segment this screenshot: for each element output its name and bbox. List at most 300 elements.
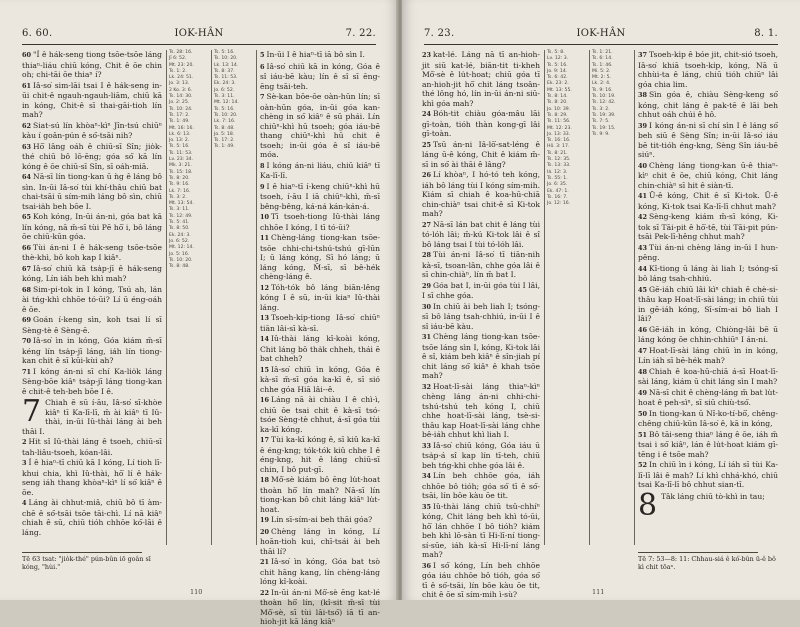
cross-reference: Ts. 8: 50. bbox=[169, 226, 190, 232]
chapter-first-verse: Chiah ē sū í-āu, Iâ-so͘ sī-khòe kiâⁿ tī Ka-lī-lī, m̄ ài kiâⁿ tī Iû-thài, in-ūi Iû-thài láng ài beh thāi I. bbox=[22, 398, 162, 436]
cross-reference: Ts. 6: 14. bbox=[592, 56, 613, 62]
verse-text: Iâ-so͘ ìn in kóng, Góa kiám m̄-sī kéng lín tsa̍p-jī láng, iáh lín tiong-kan chit ê sī kūi-kùi ah? bbox=[22, 336, 162, 365]
cross-reference: Jo. 9: 14. bbox=[547, 68, 568, 74]
verse bbox=[638, 90, 778, 120]
header-chapter-verse-end: 7. 22. bbox=[345, 28, 376, 39]
verse-text: Nā-sī lán bat chit ê láng tùi tó-lóh lâi; m̄-kú Ki-tok lâi ê sî bô láng tsai I tùi tó-lóh lâi. bbox=[422, 219, 540, 249]
verse-number: 37 bbox=[638, 51, 648, 59]
verse-text: Sèng-keng kiám m̄-sī kóng, Ki-tok sī Tāi-pit ê hō͘-tē, tùi Tāi-pit pún-tsāi Pek-lī-hêng chhut mah? bbox=[638, 212, 778, 241]
verse bbox=[260, 161, 380, 181]
verse-text: Gē-iáh in kóng, Chiòng-lâi bē ū láng kóng ōe chhin-chhiūⁿ I án-ni. bbox=[638, 324, 778, 344]
verse-text: In-ūi I ê hiaⁿ-tī iā bô sìn I. bbox=[266, 50, 365, 59]
header-rule bbox=[22, 44, 376, 45]
verse-number: 64 bbox=[22, 173, 32, 181]
verse bbox=[638, 409, 778, 429]
cross-reference: Lv. 12: 3. bbox=[547, 56, 569, 62]
verse-number: 14 bbox=[260, 335, 270, 343]
cross-reference: Ts. 15: 18. bbox=[169, 169, 193, 175]
cross-reference: Iá. 12: 3. bbox=[547, 169, 568, 175]
verse bbox=[260, 515, 380, 526]
verse-text: I só͘ kóng, Lín beh chhōe góa iáu chhōe bô tióh, góa só͘ tī ê só͘-tsāi, lín bōe kàu ōe tit, chit ê ōe sī sím-mih ì-sù? bbox=[422, 560, 540, 599]
verse-number: 62 bbox=[22, 121, 32, 130]
verse bbox=[260, 557, 380, 587]
verse-text: Hō͘ lâng oáh ê chiū-sī Sîn; jio̍k-thé chiū bô lō-ēng; góa só͘ kā lín kóng ê ōe chiū-sī Sîn, sī oáh-miā. bbox=[22, 141, 162, 171]
cross-reference: Ek. 24: 3. bbox=[214, 81, 236, 87]
verse-number: 22 bbox=[260, 588, 270, 597]
verse bbox=[422, 502, 540, 560]
verse-number: 23 bbox=[422, 51, 432, 59]
verse bbox=[638, 212, 778, 242]
cross-reference: Jo. 6: 52. bbox=[169, 238, 190, 244]
cross-reference: Ts. 19: 15. bbox=[592, 125, 616, 131]
cross-reference: Ts. 19: 39. bbox=[592, 112, 616, 118]
verse-number: 12 bbox=[260, 283, 270, 292]
verse-text: Iâ-so͘ chiū kóng, Góa iáu ū tsa̍p-á sî kap lín tī-teh, chiū beh tńg-khì chhe góa lâi ê. bbox=[422, 440, 540, 470]
verse-number: 51 bbox=[638, 430, 648, 439]
text-column-2 bbox=[260, 50, 380, 626]
verse-number: 8 bbox=[260, 161, 265, 170]
verse-number: 61 bbox=[22, 81, 32, 90]
running-head bbox=[424, 28, 778, 44]
verse-number: 47 bbox=[638, 346, 648, 355]
verse-number: 29 bbox=[422, 281, 432, 290]
verse-text: Láng ài chhut-miâ, chiū bô tī àm-chē ê só͘-tsāi tsōe tāi-chì. Lí nā kiâⁿ chiah ê sū, chiū tióh chhōe kó͘-lāi ê láng. bbox=[22, 498, 162, 537]
verse-text: Í ê hiaⁿ-tī chiū kā I kóng, Lí tioh lī-khui chia, khì Iû-thài, hō͘ lí ê hák-seng iáh thang khòaⁿ-kìⁿ lí só͘ kiâⁿ ê ōe. bbox=[22, 458, 162, 497]
cross-reference: Mi. 5: 2. bbox=[592, 68, 611, 74]
verse-number: 9 bbox=[260, 182, 265, 191]
verse-text: Sè-kan bōe-ōe oàn-hūn lín; sī oàn-hūn góa, in-ūi góa kan-chèng in só͘ kiâⁿ ê sū phái. Lín chiūⁿ-khì hū tsoeh; góa iáu-bē thang chiūⁿ-khì hū chit ê tsoeh; in-ūi góa ê sî iáu-bē móa. bbox=[260, 92, 380, 159]
verse-text: In tiong-kan ū Nî-ko-tí-bō͘, chêng-chêng chiū-kūn Iâ-so͘ ê, kā in kóng, bbox=[638, 408, 778, 428]
cross-reference: Lk. 6: 13. bbox=[169, 131, 191, 137]
cross-reference: Ts. 13: 33. bbox=[547, 163, 571, 169]
cross-reference: Jo. 3: 13. bbox=[169, 81, 190, 87]
verse-text: "Í ê hák-seng tiong tsōe-tsōe láng thiaⁿ-liáu chiū kóng, Chit ê ōe chin oh; chi-tāi ōe thiaⁿ í? bbox=[22, 50, 162, 79]
cross-reference: Jo. 13: 2. bbox=[169, 138, 190, 144]
verse bbox=[22, 81, 162, 120]
verse bbox=[422, 441, 540, 471]
cross-reference: Ts. 10: 20. bbox=[214, 112, 238, 118]
column-divider bbox=[211, 50, 212, 545]
verse bbox=[422, 281, 540, 301]
cross-reference: Ts. 11: 53. bbox=[169, 150, 193, 156]
verse bbox=[260, 92, 380, 160]
cross-reference: Ts. 17: 2. bbox=[169, 112, 190, 118]
cross-reference-column bbox=[592, 50, 632, 545]
verse-text: Lín sī-sím-ai beh thāi góa? bbox=[271, 515, 373, 524]
header-chapter-verse-start: 7. 23. bbox=[424, 28, 455, 39]
cross-reference: Ts. 1: 46. bbox=[592, 62, 613, 68]
verse-number: 49 bbox=[638, 388, 648, 397]
verse-text: Gē-iáh chiū lâi kìⁿ chiah ê chè-si-thâu kap Hoat-lī-sài láng; in chiū tùi in gē-iáh kóng, Sī-sím-ai bô liah I lâi? bbox=[638, 284, 778, 323]
verse-number: 46 bbox=[638, 325, 648, 334]
cross-reference: Ts. 12: 35. bbox=[547, 157, 571, 163]
verse-text: Hoat-lī-sài láng thiaⁿ-kìⁿ chèng láng án-ni chhi-chi-tshú-tshú teh kóng I, chiū chhe hoat-lī-sài láng, tsè-si-thâu kap Hoat-lī-sài láng chhe bê-iáh chhut khì liah I. bbox=[422, 381, 540, 439]
verse-number: 2 bbox=[22, 438, 27, 446]
verse-text: Iâ-so͘ sim-lāi tsai I ê hák-seng in-ūi chit-ê ngauh-ngauh-liām, chiū kā in kóng, Chit-ê sī thai-gāi-tioh lín mah? bbox=[22, 80, 162, 119]
cross-reference: Ts. 8: 21. bbox=[547, 150, 568, 156]
verse-number: 50 bbox=[638, 409, 648, 418]
verse bbox=[260, 233, 380, 282]
cross-reference: Ts. 3: 2. bbox=[169, 194, 187, 200]
column-divider bbox=[166, 50, 167, 545]
verse bbox=[22, 142, 162, 172]
verse-number: 42 bbox=[638, 213, 648, 221]
header-rule bbox=[424, 44, 778, 45]
cross-reference: 2 Ko. 3: 6. bbox=[169, 87, 193, 93]
cross-reference: Mt. 16: 16. bbox=[169, 125, 194, 131]
verse bbox=[22, 121, 162, 141]
verse-number: 7 bbox=[260, 93, 265, 101]
cross-reference: Ts. 8: 20. bbox=[169, 175, 190, 181]
verse bbox=[638, 346, 778, 366]
verse-number: 21 bbox=[260, 558, 270, 566]
verse-text: Tùi án-ni chèng láng in-ūi I hun-pêng. bbox=[638, 242, 778, 262]
verse-text: Ū-ê kóng, Chit ê sī Ki-tok. Ū-ê kóng, Ki-tok tsai Ka-lī-lī chhut mah? bbox=[638, 191, 778, 211]
chapter-first-verse: Tâk láng chiū tò-khì in tau; bbox=[661, 491, 765, 501]
verse-number: 71 bbox=[22, 367, 32, 376]
verse-text: Sim-pi-tok in I kóng, Tsú ah, lán ài tńg-khì chhōe tó-ūi? Lí ū éng-oáh ê ōe. bbox=[22, 284, 162, 314]
cross-reference: Ts. 8: 29. bbox=[547, 112, 568, 118]
verse-number: 35 bbox=[422, 502, 432, 511]
verse bbox=[638, 191, 778, 211]
verse-number: 13 bbox=[260, 314, 270, 322]
right-page bbox=[402, 0, 800, 600]
text-column-2 bbox=[638, 50, 778, 545]
column-divider bbox=[256, 50, 257, 545]
verse-text: Sìn góa ê, chiàu Sèng-keng só͘ kóng, chit láng ê pak-tē ê lāi beh chhut oáh chúi ê hô. bbox=[638, 90, 778, 119]
cross-reference: Lk. 13: 14. bbox=[214, 62, 239, 68]
verse-text: Tsoeh-ki̍p ê bóe jit, chit-sió tsoeh, Iâ-so͘ khiā tsoeh-ki̍p, kóng, Nā ū chhùi-ta ê láng, chiū tióh chiūⁿ lâi góa chia lim. bbox=[638, 50, 779, 89]
verse-number: 19 bbox=[260, 516, 270, 524]
text-column-1 bbox=[422, 50, 540, 599]
cross-reference: Ts. 5: 16. bbox=[214, 106, 235, 112]
verse-text: Tùi ka-kī kóng ê, sī kiû ka-kī ê éng-kng; tók-tók kiû chhe I ê éng-kng, hit ê láng chiū-sī chin, I bô put-gī. bbox=[260, 435, 380, 474]
verse bbox=[422, 471, 540, 501]
verse-text: I kóng án-ni sī chí Ka-lio̍k láng Sèng-bōe kiâⁿ tsa̍p-jī láng tiong-kan ê chit-ê teh-beh bōe I ê. bbox=[22, 366, 162, 396]
verse-list bbox=[638, 50, 778, 490]
verse-text: Tùi án-ni Iâ-so͘ tī tiān-nih kà-sī, tsoan-lân, chhe góa lâi ê sī chin-chiàⁿ, lín m̄ bat I. bbox=[422, 250, 540, 279]
cross-reference: Mt. 23: 20. bbox=[169, 62, 194, 68]
verse-number: 41 bbox=[638, 192, 648, 200]
verse bbox=[638, 161, 778, 191]
cross-reference: Ts. 28: 16. bbox=[169, 50, 193, 55]
cross-reference: Ts. 8: 20. bbox=[547, 100, 568, 106]
cross-reference: Mt. 12: 14. bbox=[214, 100, 239, 106]
cross-reference: Ts. 55: 1. bbox=[547, 175, 568, 181]
verse-number: 10 bbox=[260, 213, 270, 221]
cross-reference: Ts. 5: 41. bbox=[169, 220, 190, 226]
verse-number: 15 bbox=[260, 365, 270, 374]
verse-number: 68 bbox=[22, 285, 32, 294]
cross-reference: Ts. 1: 49. bbox=[169, 119, 190, 125]
verse bbox=[260, 435, 380, 474]
cross-reference: Ts. 5: 8. bbox=[547, 50, 565, 55]
verse bbox=[22, 315, 162, 335]
cross-reference: Lv. 23: 34. bbox=[169, 157, 194, 163]
verse-number: 43 bbox=[638, 243, 648, 252]
verse-text: Mô͘-sè kiám bô ēng lu̍t-hoat thoàn hō͘ lín mah? Nā-sī lín tiong-kan bô chit láng kiâⁿ lu̍t-hoat. bbox=[260, 475, 380, 514]
verse-text: Bô tāi-seng thiaⁿ láng ê ōe, iáh m̄ tsai i só͘ kiâⁿ, lán ê lu̍t-hoat kiám gī-tēng i ê tsōe mah? bbox=[638, 429, 778, 459]
cross-reference: Jo. 5: 16. bbox=[169, 251, 190, 257]
verse-number: 63 bbox=[22, 142, 32, 151]
verse-text: Nā-sī chit ê chèng-láng m̄ bat lu̍t-hoat ê peh-sìⁿ, sī siū chiù-tsó͘. bbox=[638, 387, 778, 407]
cross-reference: Ts. 10: 24. bbox=[169, 106, 193, 112]
verse-number: 34 bbox=[422, 472, 432, 480]
verse-text: Hit sî Iû-thài láng ê tsoeh, chiū-sī tah-liâu-tsoeh, kóan-lâi. bbox=[22, 437, 162, 457]
cross-reference-column bbox=[214, 50, 254, 545]
verse-number: 6 bbox=[260, 62, 265, 71]
verse-text: Góa bat I, in-ūi góa tùi I lâi, I sī chhe góa. bbox=[422, 280, 540, 300]
verse-text: Koh kóng, In-ūi án-ni, góa bat kā lín kóng, nā m̄-sī tùi Pē hō͘ i, bô láng ōe chiū-kūn góa. bbox=[22, 212, 162, 241]
verse-text: Nā-sī lín tiong-kan ū ǹg ê láng bô sìn. In-ūi Iâ-so͘ tùi khí-thâu chiū bat chai-tsāi ū sím-mih láng bô sìn, chiū tsai-ia̍h beh bōe I. bbox=[22, 172, 162, 211]
verse bbox=[22, 243, 162, 263]
cross-reference: Lk. 24: 51. bbox=[169, 75, 194, 81]
verse-text: Lí khòaⁿ, I hó-tó teh kóng, iáh bô láng tùi I kóng sím-mih. Kiám sī chiah ê koa-hū-chiā chin-chiàⁿ tsai chit-ê sī Ki-tok mah? bbox=[422, 170, 540, 218]
verse-number: 67 bbox=[22, 264, 32, 273]
cross-reference: Ts. 16: 7. bbox=[547, 194, 568, 200]
footnote: Tē 63 tsat: "jio̍k-thé" pún-bûn iō goân sī kóng, "hùi." bbox=[22, 555, 151, 571]
verse-text: Tī tsoeh-tiong Iû-thài láng chhōe I kóng, I tī tó-ūi? bbox=[260, 212, 380, 232]
cross-reference: Jo. 10: 39. bbox=[547, 106, 571, 112]
cross-reference: Mt. 2: 5. bbox=[592, 75, 611, 81]
verse bbox=[422, 302, 540, 332]
cross-reference: Ts. 5: 16. bbox=[547, 62, 568, 68]
verse bbox=[638, 285, 778, 324]
verse bbox=[22, 458, 162, 497]
cross-reference: Ts. 1: 2. bbox=[169, 68, 187, 74]
verse-text: Hoat-lī-sài láng chiū ìn in kóng, Lín iáh sī bē-hék mah? bbox=[638, 345, 778, 365]
verse-number: 66 bbox=[22, 243, 32, 252]
cross-reference: Ts. 10: 20. bbox=[214, 56, 238, 62]
verse bbox=[260, 313, 380, 333]
verse bbox=[638, 264, 778, 284]
cross-reference: Ek. 23: 2. bbox=[547, 81, 569, 87]
verse-number: 65 bbox=[22, 213, 32, 221]
verse-number: 18 bbox=[260, 476, 270, 484]
verse-number: 11 bbox=[260, 234, 270, 242]
verse-text: I kóng án-ni liáu, chiū kiâⁿ tī Ka-lī-lī. bbox=[260, 160, 380, 180]
cross-reference: Ek. 24: 3. bbox=[169, 232, 191, 238]
header-book-title: IOK-HÂN bbox=[576, 28, 626, 39]
verse-number: 69 bbox=[22, 316, 32, 324]
verse bbox=[638, 430, 778, 460]
verse-text: Chiah ê koa-hū-chiā á-sī Hoat-lī-sài láng, kiám ū chit láng sìn I mah? bbox=[638, 366, 778, 386]
verse bbox=[422, 382, 540, 440]
cross-reference: Ts. 17: 2. bbox=[214, 138, 235, 144]
verse-text: Tsoeh-ki̍p-tiong Iâ-so͘ chiūⁿ tiān lâi-sī kà-sī. bbox=[260, 313, 380, 333]
verse-number: 45 bbox=[638, 285, 648, 294]
cross-reference: Ts. 1: 49. bbox=[214, 144, 235, 150]
verse-number: 30 bbox=[422, 302, 432, 311]
verse-text: Iâ-so͘ ìn kóng, Góa bat tsò chit hāng kang, lín chèng-láng lóng kî-koài. bbox=[260, 557, 380, 586]
verse bbox=[260, 395, 380, 434]
cross-reference: Jo. 5: 18. bbox=[214, 131, 235, 137]
verse-number: 38 bbox=[638, 91, 648, 99]
cross-reference: Jī 6: 52. bbox=[169, 56, 187, 62]
cross-reference: Ts. 9: 9. bbox=[592, 131, 610, 137]
cross-reference: Mt. 13: 54. bbox=[169, 201, 194, 207]
verse-list bbox=[22, 50, 162, 396]
verse bbox=[422, 250, 540, 280]
verse-number: 17 bbox=[260, 436, 270, 444]
verse bbox=[422, 170, 540, 219]
verse bbox=[260, 283, 380, 313]
text-column-1 bbox=[22, 50, 162, 545]
verse-number: 32 bbox=[422, 382, 432, 391]
cross-reference: Ts. 3: 2. bbox=[592, 106, 610, 112]
verse-number: 5 bbox=[260, 51, 265, 59]
verse-text: In chiū ài beh liah I; tsóng-sī bô láng tsah-chhiú, in-ūi I ê sî iáu-bē kàu. bbox=[422, 301, 540, 331]
footnote-rule bbox=[638, 552, 758, 553]
cross-reference: Ts. 9: 16. bbox=[592, 87, 613, 93]
verse-text: Tsū án-ni Iâ-lō͘-sat-léng ê láng ū-ê kóng, Chit ê kiám m̄-sī in só͘ ài thāi ê lâng? bbox=[422, 139, 540, 169]
cross-reference: Ts. 8: 48. bbox=[169, 264, 190, 270]
verse-number: 3 bbox=[22, 459, 27, 467]
cross-reference-column bbox=[547, 50, 587, 545]
cross-reference: Ts. 8: 48. bbox=[214, 125, 235, 131]
cross-reference: Ts. 3: 11. bbox=[214, 94, 235, 100]
verse bbox=[22, 212, 162, 242]
cross-reference: Mt. 12: 14. bbox=[169, 245, 194, 251]
verse-text: Goán í-keng sìn, koh tsai lí sī Sèng-tè ê Sèng-ē. bbox=[22, 315, 162, 335]
verse-text: Kî-tiong ū láng ài liah I; tsóng-sī bô láng tsah-chhiú. bbox=[638, 263, 778, 283]
verse-number: 4 bbox=[22, 499, 27, 507]
verse bbox=[422, 109, 540, 139]
cross-reference: Ts. 14: 30. bbox=[169, 94, 193, 100]
cross-reference: Ts. 8: 37. bbox=[214, 68, 235, 74]
cross-reference: Jo. 12: 16. bbox=[547, 201, 571, 207]
verse-number: 70 bbox=[22, 337, 32, 345]
verse bbox=[638, 367, 778, 387]
verse bbox=[260, 475, 380, 514]
cross-reference: Jo. 6: 35. bbox=[547, 182, 568, 188]
verse-number: 60 bbox=[22, 51, 32, 59]
header-chapter-verse-start: 6. 60. bbox=[22, 28, 53, 39]
left-page bbox=[0, 0, 398, 626]
cross-reference: Ts. 16: 16. bbox=[547, 138, 571, 144]
verse-text: Lín beh chhōe góa, iáh chhōe bô tióh; góa só͘ tī ê só͘-tsāi, lín bōe kàu ōe tit. bbox=[422, 471, 540, 500]
footnote-rule bbox=[22, 552, 142, 553]
verse bbox=[638, 388, 778, 408]
verse bbox=[260, 212, 380, 232]
verse bbox=[22, 498, 162, 537]
verse-number: 36 bbox=[422, 561, 432, 570]
verse bbox=[22, 172, 162, 211]
verse-number: 26 bbox=[422, 171, 432, 179]
verse-number: 44 bbox=[638, 264, 648, 273]
verse bbox=[638, 243, 778, 263]
header-chapter-verse-end: 8. 1. bbox=[754, 28, 778, 39]
verse-text: Chèng láng tiong-kan tsōe-tsōe láng sìn I, kóng, Ki-tok lâi ê sî, kiám beh kiâⁿ ê sîn-jiah pí chit láng só͘ kiâⁿ ê khah tsōe mah? bbox=[422, 332, 540, 380]
verse-number: 25 bbox=[422, 140, 432, 149]
verse-text: I ê hiaⁿ-tī í-keng chiūⁿ-khì hū tsoeh, í-āu I iā chiūⁿ-khì, m̄-sī bêng-bêng, ká-ná kán-kán-á. bbox=[260, 181, 380, 211]
chapter-number: 8 bbox=[638, 487, 658, 523]
verse-text: Iâ-so͘ chiū kā tsa̍p-jī ê hák-seng kóng, Lín iáh beh khì mah? bbox=[22, 263, 162, 283]
cross-reference: Ts. 12: 42. bbox=[592, 100, 616, 106]
verse-number: 20 bbox=[260, 527, 270, 536]
cross-reference: Lk. 7: 16. bbox=[214, 119, 236, 125]
verse bbox=[422, 561, 540, 600]
cross-reference: Jo. 6: 52. bbox=[214, 87, 235, 93]
running-head bbox=[22, 28, 376, 44]
verse-number: 52 bbox=[638, 461, 648, 469]
column-divider bbox=[544, 50, 545, 545]
verse-number: 48 bbox=[638, 367, 648, 376]
verse-number: 39 bbox=[638, 121, 648, 130]
cross-reference-column bbox=[169, 50, 209, 545]
verse bbox=[260, 50, 380, 61]
verse bbox=[22, 336, 162, 366]
verse-text: Bóh-tit chiàu góa-mâu lāi gī-toàn, tióh thàn kong-gī lâi gī-toàn. bbox=[422, 109, 540, 138]
cross-reference: Ts. 5: 16. bbox=[169, 144, 190, 150]
verse-list bbox=[22, 437, 162, 537]
cross-reference: Ts. 8: 14. bbox=[547, 94, 568, 100]
chapter-start bbox=[638, 487, 778, 523]
verse-number: 31 bbox=[422, 333, 432, 341]
cross-reference: Ts. 3: 11. bbox=[169, 207, 190, 213]
cross-reference: Lk. 2: 4. bbox=[592, 81, 611, 87]
verse bbox=[260, 588, 380, 627]
cross-reference: Hô. 3: 17. bbox=[547, 144, 570, 150]
cross-reference: Mk. 3: 21. bbox=[169, 163, 192, 169]
verse bbox=[22, 264, 162, 284]
verse bbox=[422, 332, 540, 381]
verse-number: 28 bbox=[422, 251, 432, 259]
verse bbox=[638, 460, 778, 490]
verse bbox=[422, 140, 540, 170]
verse bbox=[638, 325, 778, 345]
cross-reference: Ts. 6: 42. bbox=[547, 75, 568, 81]
verse-number: 40 bbox=[638, 161, 648, 170]
verse-number: 33 bbox=[422, 441, 432, 450]
verse-text: Chèng láng tiong-kan ū-ê thiaⁿ-kìⁿ chit ê ōe, chiū kóng, Chit láng chin-chiàⁿ sī hit ê siàn-tī. bbox=[638, 160, 778, 190]
footnote: Tē 7: 53—8: 11: Chhau-siá ê kó͘-bûn ū-ê bô kì chit tōaⁿ. bbox=[638, 555, 776, 571]
verse-number: 24 bbox=[422, 110, 432, 118]
cross-reference: Ts. 1: 21. bbox=[592, 50, 613, 55]
verse-text: Iâ-so͘ chiū ìn kóng, Góa ê kà-sī m̄-sī góa ka-kī ê, sī sió chhe góa Hiā lâi--ê. bbox=[260, 364, 380, 394]
verse-text: Chèng-láng tiong-kan tsōe-tsōe chhi-chi-tshú-tshú gī-lūn I; ū láng kóng, Sī hó láng; ū láng kóng, M̄-sī, sī bê-hék chèng-láng ê. bbox=[260, 233, 380, 281]
cross-reference: Ts. 11: 53. bbox=[214, 75, 238, 81]
cross-reference: Ts. 10: 20. bbox=[169, 257, 193, 263]
verse-text: Iû-thài láng kî-koài kóng, Chit láng bô tha̍k chheh, thái ē bat chheh? bbox=[260, 334, 380, 363]
verse bbox=[638, 121, 778, 160]
verse-text: In-ūi án-ni Mô͘-sè ēng kat-lé thoàn hō͘ lín, (kî-sit m̄-sī tùi Mô͘-sè, sī tùi lâi-tsó͘) iā tī an-hioh-jit kā láng kiâⁿ bbox=[260, 587, 380, 626]
page-number: 111 bbox=[592, 588, 605, 596]
cross-reference: Mt. 12: 23. bbox=[547, 125, 572, 131]
cross-reference: Jo. 13: 33. bbox=[547, 131, 571, 137]
chapter-number: 7 bbox=[22, 394, 42, 429]
cross-reference: Mt. 13: 55. bbox=[547, 87, 572, 93]
verse bbox=[22, 367, 162, 397]
cross-reference: Lk. 7: 16. bbox=[169, 188, 191, 194]
verse bbox=[22, 285, 162, 315]
verse-number: 16 bbox=[260, 396, 270, 404]
verse-text: Siat-sú lín khòaⁿ-kìⁿ Jîn-tsú chiūⁿ kàu í goân-pún ê só͘-tsāi nih? bbox=[22, 120, 162, 140]
verse-number: 27 bbox=[422, 220, 432, 229]
cross-reference: Ts. 11: 56. bbox=[547, 119, 571, 125]
cross-reference: Ts. 10: 19. bbox=[592, 94, 616, 100]
verse bbox=[422, 50, 540, 108]
cross-reference: Ts. 5: 16. bbox=[214, 50, 235, 55]
verse-text: Iû-thài láng chiū tsû-chhíⁿ kóng, Chit láng beh khì tó-ūi, hō͘ lán chhōe I bô tióh? kiám beh khì lō-sàn tī Hi-lī-ní tiong-sí-sūe, iáh kà-sī Hi-lī-ní láng mah? bbox=[422, 501, 540, 559]
verse-text: Chèng láng ìn kóng, Lí hoān-tioh kui, chī-tsái ài beh thāi lí? bbox=[260, 526, 380, 556]
cross-reference: Ek. 47: 1. bbox=[547, 188, 569, 194]
verse-text: In chiū ìn i kóng, Lí iáh sī tùi Ka-lī-lī lâi ê mah? Lí khì chhá-khó, chiū tsai Ka-lī-lī bô chhut sian-tī. bbox=[638, 460, 778, 489]
verse-text: Iâ-so͘ chiū kā in kóng, Góa ê sî iáu-bē kàu; lín ê sî sī ēng-ēng tsāi-teh. bbox=[260, 61, 380, 91]
column-divider bbox=[634, 50, 635, 545]
verse bbox=[22, 50, 162, 80]
page-number: 110 bbox=[190, 588, 203, 596]
